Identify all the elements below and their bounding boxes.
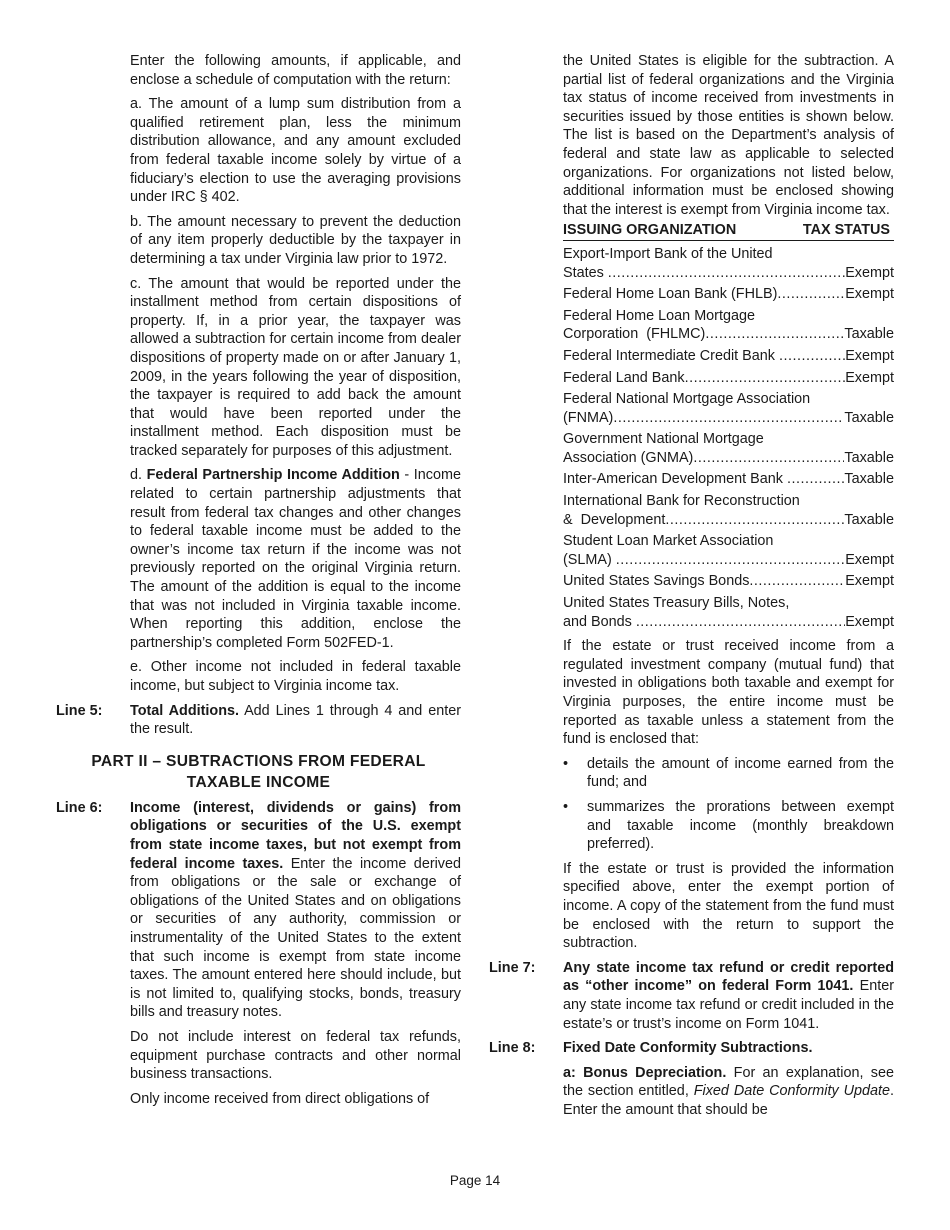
dot-leader: [777, 285, 845, 304]
org-name: (FNMA): [563, 409, 614, 426]
right-column: [489, 52, 894, 1125]
org-name: United States Savings Bonds: [563, 573, 750, 590]
org-name-line-1: Federal National Mortgage Association: [563, 391, 811, 408]
refunds-paragraph: Do not include interest on federal tax refunds, equipment purchase contracts and other normal business transactions.: [130, 1028, 461, 1083]
line-8-label: Line 8:: [489, 1040, 536, 1057]
dot-leader: [636, 613, 845, 632]
dot-leader: [693, 449, 844, 468]
dot-leader: [685, 369, 846, 388]
org-name: Federal Intermediate Credit Bank: [563, 347, 779, 364]
org-name: & Development: [563, 511, 666, 528]
line-7-label: Line 7:: [489, 959, 536, 976]
org-name: Inter-American Development Bank: [563, 471, 787, 488]
left-column: [56, 52, 461, 1114]
tax-status: Exempt: [845, 264, 894, 281]
line-7-text: Enter any state income tax refund or credit included in the estate’s or trust’s income on Form 1041.: [563, 978, 894, 1032]
org-table-header: [563, 221, 894, 241]
tax-status: Exempt: [845, 286, 894, 303]
status-column-header: TAX STATUS: [802, 222, 890, 239]
list-item: • details the amount of income earned from the fund; and: [563, 755, 894, 791]
item-d-label: d.: [130, 467, 143, 484]
dot-leader: [608, 264, 845, 283]
page-number: Page 14: [449, 1173, 501, 1188]
org-name: Federal Land Bank: [563, 369, 685, 386]
org-list: [563, 245, 894, 631]
tax-status: Taxable: [844, 409, 894, 426]
line-5-label: Line 5:: [56, 702, 103, 719]
part-2-heading: [56, 751, 461, 793]
line-8a-title: a: Bonus Depreciation.: [563, 1064, 727, 1081]
item-c-paragraph: c. The amount that would be reported under the installment method from certain dispositions of property. If, in a prior year, the taxpayer was allowed a subtraction for certain income from dealer dispositions of property made on or after January 1, 2009, in the years following the year of disposition, the taxpayer is required to add back the amount that would have been reported under the installment method. Each disposition must be tracked separately for purposes of this adjustment.: [130, 275, 461, 459]
org-name: Association (GNMA): [563, 449, 694, 466]
org-name: and Bonds: [563, 613, 636, 630]
line-5-title: Total Additions.: [130, 702, 239, 719]
org-name-line-1: Export-Import Bank of the United: [563, 245, 773, 262]
line-5-entry: [56, 702, 461, 739]
dot-leader: [749, 572, 845, 591]
tax-status: Taxable: [844, 326, 894, 343]
line-7-entry: [489, 959, 894, 1033]
org-row: [563, 307, 894, 344]
org-row: [563, 285, 894, 304]
line-5-text: Add Lines 1 through 4 and enter the result.: [130, 702, 461, 738]
item-d-text: - Income related to certain partnership adjustments that result from federal tax changes and other changes to federal taxable income must be added to the owner’s income tax return if the income was not previously reported on the original Virginia return. The amount of the addition is equal to the income that was not included in Virginia taxable income. When reporting this addition, enclose the partnership’s completed Form 502FED-1.: [130, 467, 461, 651]
org-row: [563, 492, 894, 529]
list-item: • summarizes the prorations between exempt and taxable income (monthly breakdown preferred).: [563, 798, 894, 853]
org-name: Corporation (FHLMC): [563, 326, 706, 343]
tax-status: Exempt: [845, 347, 894, 364]
org-row: [563, 532, 894, 569]
org-row: [563, 347, 894, 366]
org-row: [563, 470, 894, 489]
org-name: States: [563, 264, 608, 281]
bullet-icon: •: [563, 755, 569, 772]
tax-status: Exempt: [845, 551, 894, 568]
line-8-entry: [489, 1039, 894, 1058]
part-2-heading-line-1: PART II – SUBTRACTIONS FROM FEDERAL: [91, 752, 426, 770]
org-name: Federal Home Loan Bank (FHLB): [563, 286, 778, 303]
dot-leader: [665, 511, 844, 530]
dot-leader: [616, 551, 845, 570]
dot-leader: [705, 325, 844, 344]
tax-status: Exempt: [845, 369, 894, 386]
org-row: [563, 572, 894, 591]
org-name-line-1: Student Loan Market Association: [563, 533, 774, 550]
item-d-paragraph: [130, 466, 461, 652]
dot-leader: [779, 347, 845, 366]
tax-status: Exempt: [845, 573, 894, 590]
tax-status: Taxable: [844, 511, 894, 528]
org-row: [563, 390, 894, 427]
intro-paragraph: Enter the following amounts, if applicable, and enclose a schedule of computation with the return:: [130, 53, 461, 88]
direct-obligations-paragraph: Only income received from direct obligations of: [130, 1090, 430, 1107]
mutual-fund-paragraph: If the estate or trust received income from a regulated investment company (mutual fund) that invested in obligations both taxable and exempt for Virginia purposes, the entire income must be reported as taxable unless a statement from the fund is enclosed that:: [563, 638, 894, 748]
line-8a-paragraph: a: Bonus Depreciation. For an explanation, see the section entitled, Fixed Date Conformity Update. Enter the amount that should be: [563, 1064, 894, 1118]
continuation-paragraph: the United States is eligible for the subtraction. A partial list of federal organizations and the Virginia tax status of income received from investments in securities issued by those entities is shown below. The list is based on the Department’s analysis of federal and state law as applicable to selected organizations. For organizations not listed below, additional information must be enclosed showing that the interest is exempt from Virginia income tax.: [563, 53, 894, 218]
bullet-list: [563, 755, 894, 854]
item-a-paragraph: a. The amount of a lump sum distribution from a qualified retirement plan, less the minimum distribution allowance, and any amount excluded from federal taxable income solely by virtue of a fiduciary’s election to use the averaging provisions under IRC § 402.: [130, 96, 461, 206]
org-name: (SLMA): [563, 551, 616, 568]
dot-leader: [613, 409, 844, 428]
org-row: [563, 594, 894, 631]
bullet-icon: •: [563, 798, 569, 815]
org-row: [563, 430, 894, 467]
line-7-title: Any state income tax refund or credit reported as “other income” on federal Form 1041.: [563, 959, 894, 995]
org-name-line-1: Federal Home Loan Mortgage: [563, 307, 755, 324]
line-6-entry: [56, 799, 461, 1022]
org-column-header: ISSUING ORGANIZATION: [563, 222, 737, 239]
item-e-paragraph: e. Other income not included in federal taxable income, but subject to Virginia income tax.: [130, 659, 461, 694]
line-8-title: Fixed Date Conformity Subtractions.: [563, 1040, 813, 1057]
item-d-title: Federal Partnership Income Addition: [146, 467, 400, 484]
line-6-title: Income (interest, dividends or gains) from obligations or securities of the U.S. exempt from state income taxes, but not exempt from federal income taxes.: [130, 799, 461, 872]
item-b-paragraph: b. The amount necessary to prevent the deduction of any item properly deductible by the taxpayer in determining a tax under Virginia law prior to 1972.: [130, 213, 461, 267]
tax-status: Exempt: [845, 613, 894, 630]
provided-info-paragraph: If the estate or trust is provided the information specified above, enter the exempt portion of income. A copy of the statement from the fund must be enclosed with the return to support the subtraction.: [563, 860, 894, 952]
tax-status: Taxable: [844, 471, 894, 488]
tax-status: Taxable: [844, 449, 894, 466]
org-name-line-1: United States Treasury Bills, Notes,: [563, 595, 790, 612]
org-name-line-1: Government National Mortgage: [563, 431, 764, 448]
part-2-heading-line-2: TAXABLE INCOME: [186, 773, 331, 791]
org-name-line-1: International Bank for Reconstruction: [563, 493, 800, 510]
org-row: [563, 369, 894, 388]
fixed-date-conformity-reference: Fixed Date Conformity Update: [693, 1083, 890, 1100]
line-6-label: Line 6:: [56, 799, 103, 816]
line-6-text: Enter the income derived from obligations or the sale or exchange of obligations of the United States and on obligations or securities of any authority, commission or instrumentality of the United States to the extent that such income is exempt from state income taxes. The amount entered here should include, but is not limited to, qualifying stocks, bonds, treasury bills and treasury notes.: [130, 855, 462, 1021]
org-row: [563, 245, 894, 282]
dot-leader: [787, 470, 844, 489]
